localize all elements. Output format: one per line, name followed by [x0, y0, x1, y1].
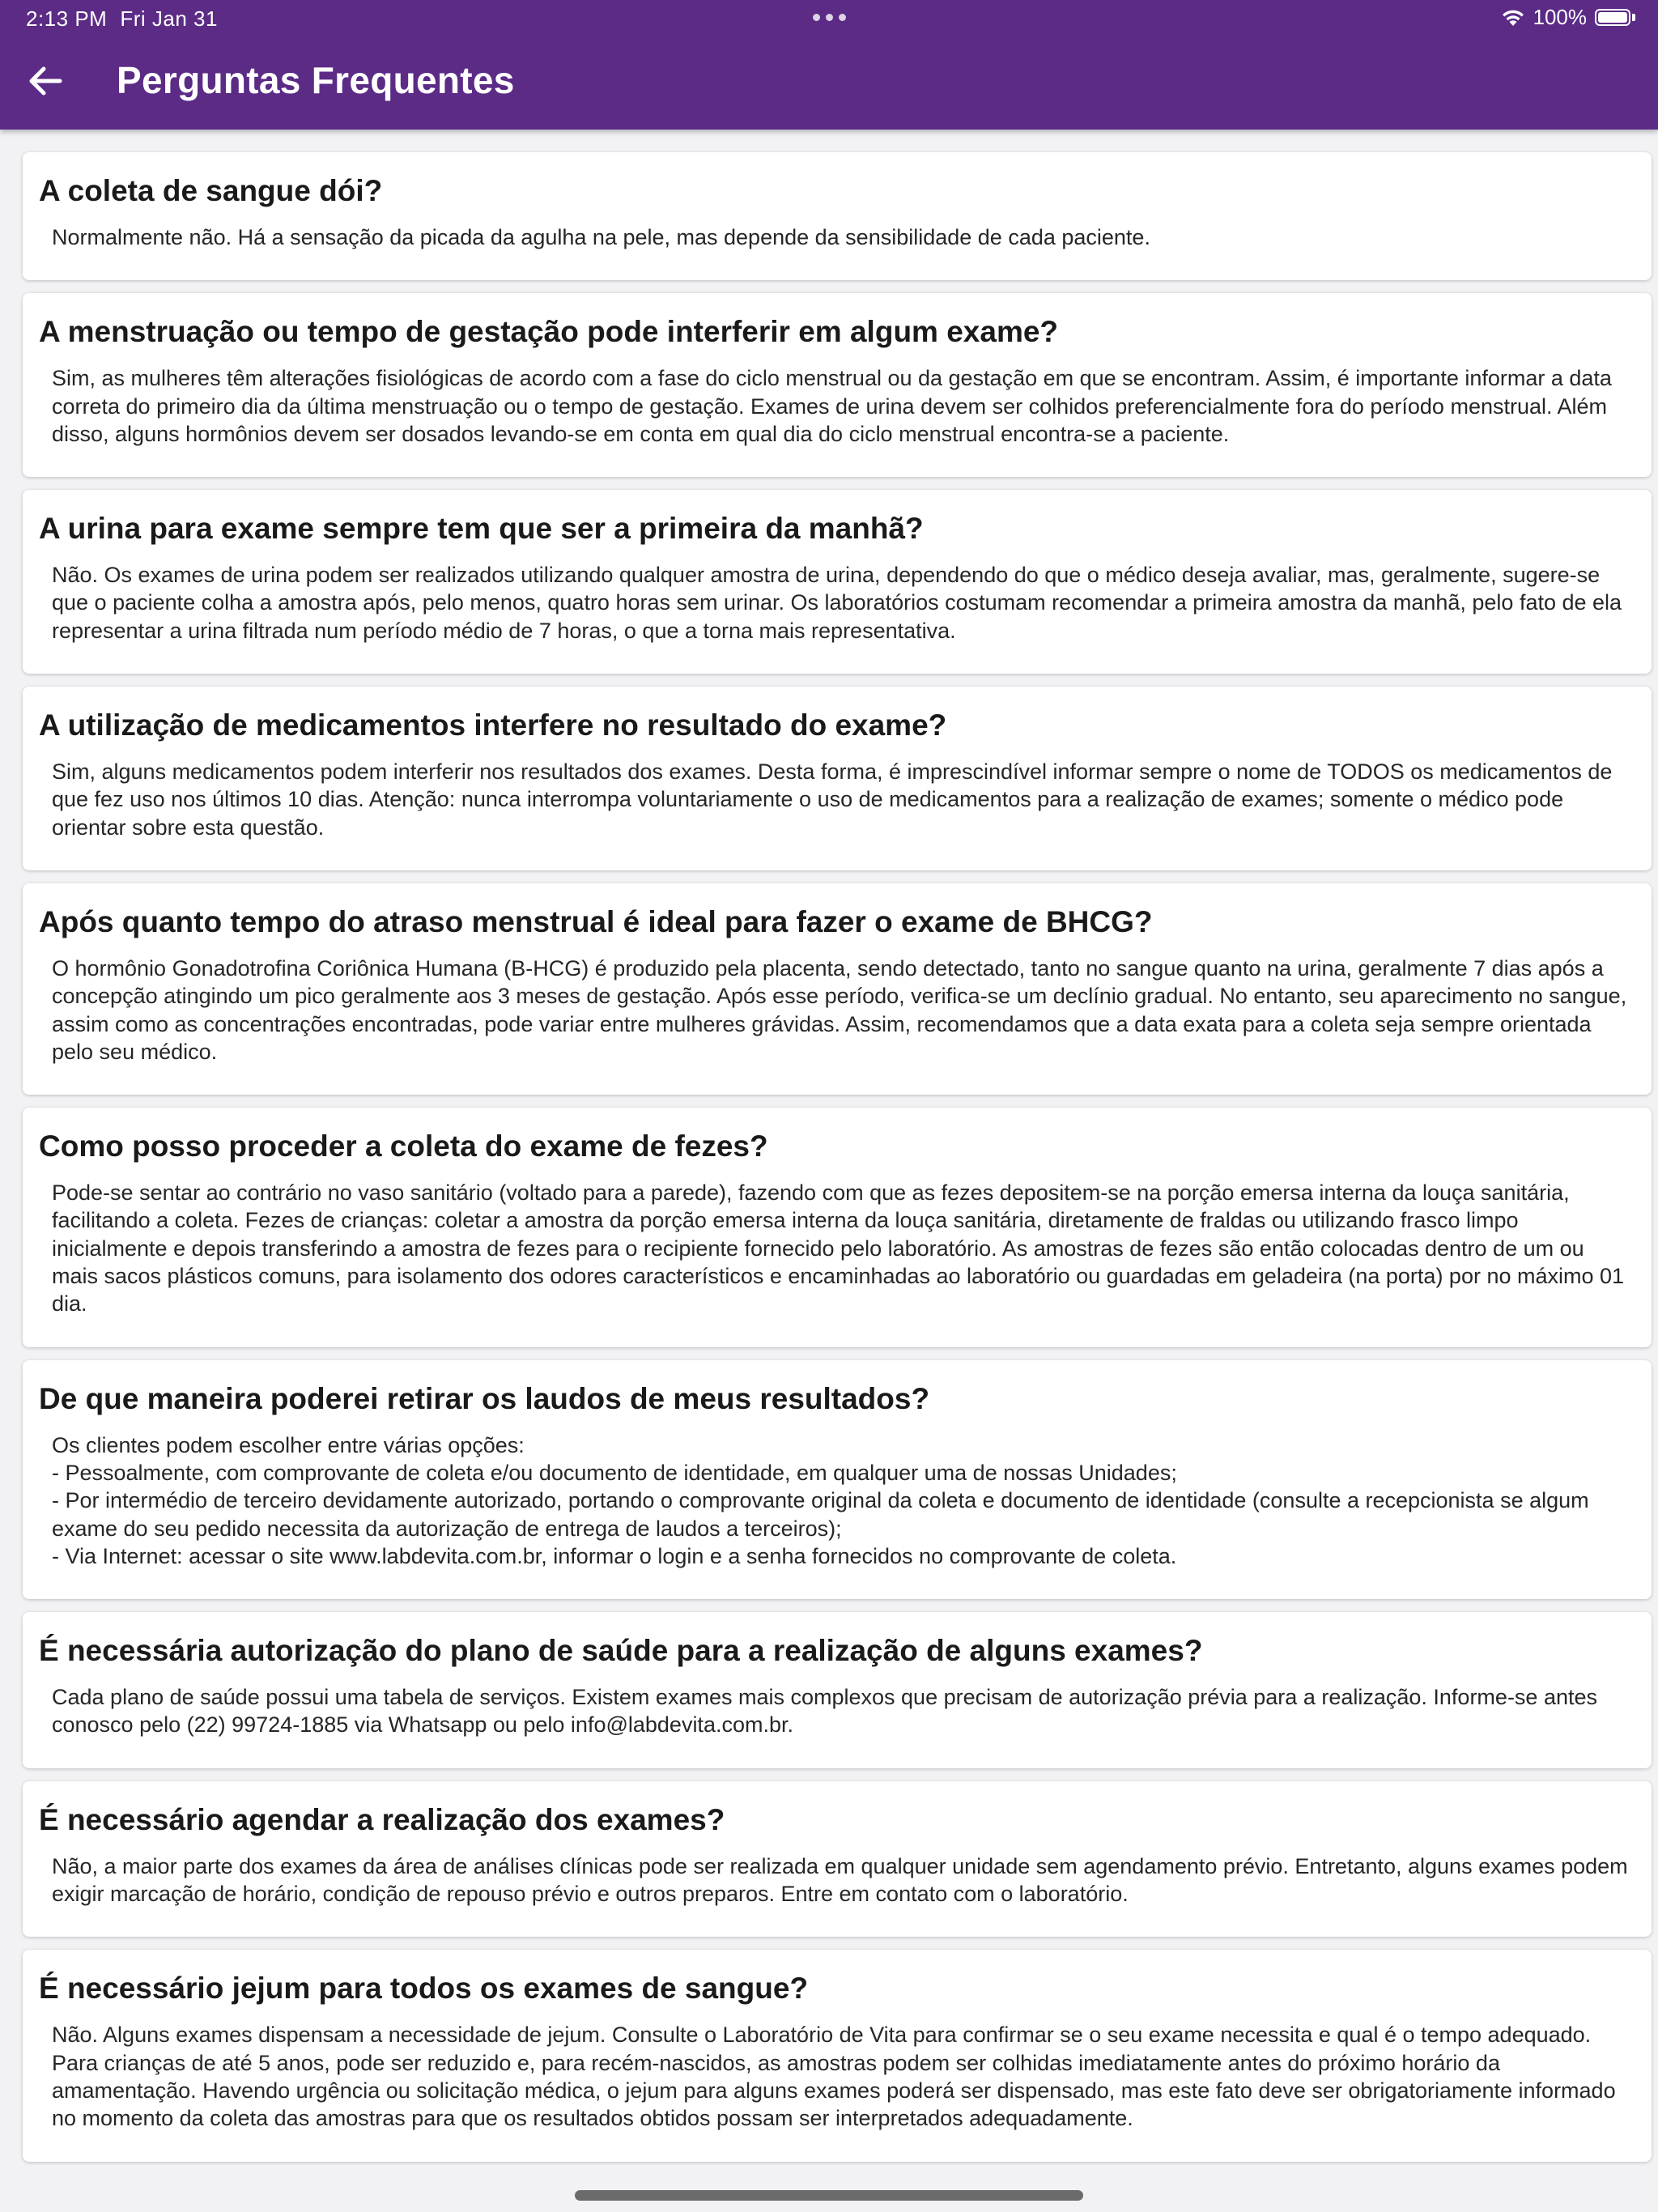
faq-card [23, 883, 1652, 1095]
faq-card [23, 152, 1652, 280]
back-button[interactable] [18, 53, 73, 108]
faq-card [23, 1108, 1652, 1346]
faq-answer: Não. Alguns exames dispensam a necessidade de jejum. Consulte o Laboratório de Vita para confirmar se o seu exame necessita e qual é o tempo adequado. Para crianças de até 5 anos, pode ser reduzido e, para recém-nascidos, as amostras podem ser colhidas imediatamente antes do próximo horário da amamentação. Havendo urgência ou solicitação médica, o jejum para alguns exames poderá ser dispensado, mas este fato deve ser obrigatoriamente informado no momento da coleta das amostras para que os resultados obtidos possam ser interpretados adequadamente. [52, 2023, 1616, 2131]
faq-question: A coleta de sangue dói? [39, 174, 383, 207]
faq-answer: Pode-se sentar ao contrário no vaso sanitário (voltado para a parede), fazendo com que as fezes depositem-se na porção emersa interna da louça sanitária, facilitando a coleta. Fezes de crianças: coletar a amostra da porção emersa interna da louça sanitária, diretamente de fraldas ou utilizando frasco limpo inicialmente e depois transferindo a amostra de fezes para o recipiente fornecido pelo laboratório. As amostras de fezes são então colocadas dentro de um ou mais sacos plásticos comuns, para isolamento dos odores característicos e encaminhadas ao laboratório ou guardadas em geladeira (na porta) por no máximo 01 dia. [52, 1180, 1625, 1317]
home-indicator[interactable] [575, 2190, 1083, 2201]
status-bar-clock [26, 6, 218, 32]
faq-question: A urina para exame sempre tem que ser a primeira da manhã? [39, 512, 924, 546]
faq-answer: O hormônio Gonadotrofina Coriônica Humana (B-HCG) é produzido pela placenta, sendo detectado, tanto no sangue quanto na urina, geralmente 7 dias após a concepção atingindo um pico geralmente aos 3 meses de gestação. Após esse período, verifica-se um declínio gradual. No entanto, seu aparecimento no sangue, assim como as concentrações encontradas, pode variar entre mulheres grávidas. Assim, recomendamos que a data exata para a coleta seja sempre orientada pelo seu médico. [52, 955, 1627, 1064]
faq-card [23, 1781, 1652, 1938]
faq-question: A utilização de medicamentos interfere no resultado do exame? [39, 708, 947, 742]
faq-card [23, 293, 1652, 477]
faq-answer: Não. Os exames de urina podem ser realizados utilizando qualquer amostra de urina, dependendo do que o médico deseja avaliar, mas, geralmente, sugere-se que o paciente colha a amostra após, pelo menos, quatro horas sem urinar. Os laboratórios costumam recomendar a primeira amostra da manhã, pelo fato de ela representar a urina filtrada num período médio de 7 horas, o que a torna mais representativa. [52, 563, 1622, 643]
battery-percentage: 100% [1533, 5, 1587, 29]
faq-question: Como posso proceder a coleta do exame de fezes? [39, 1129, 768, 1163]
battery-icon [1595, 9, 1635, 26]
faq-question: É necessária autorização do plano de saúde para a realização de alguns exames? [39, 1634, 1203, 1668]
faq-question: Após quanto tempo do atraso menstrual é ideal para fazer o exame de BHCG? [39, 904, 1153, 938]
faq-question: É necessário jejum para todos os exames de sangue? [39, 1972, 809, 2006]
faq-answer: Sim, as mulheres têm alterações fisiológicas de acordo com a fase do ciclo menstrual ou da gestação em que se encontram. Assim, é importante informar a data correta do primeiro dia da última menstruação ou o tempo de gestação. Exames de urina devem ser colhidos preferencialmente fora do período menstrual. Além disso, alguns hormônios devem ser dosados levando-se em conta em qual dia do ciclo menstrual encontra-se a paciente. [52, 366, 1612, 446]
faq-answer: Cada plano de saúde possui uma tabela de serviços. Existem exames mais complexos que precisam de autorização prévia para a realização. Informe-se antes conosco pelo (22) 99724-1885 via Whatsapp ou pelo info@labdevita.com.br. [52, 1685, 1597, 1738]
wifi-icon [1501, 9, 1525, 27]
faq-answer: Normalmente não. Há a sensação da picada da agulha na pele, mas depende da sensibilidade de cada paciente. [52, 225, 1150, 249]
status-time: 2:13 PM [26, 6, 108, 31]
status-indicators [1501, 5, 1636, 30]
faq-question: De que maneira poderei retirar os laudos de meus resultados? [39, 1381, 930, 1415]
faq-card [23, 1612, 1652, 1768]
faq-answer: Os clientes podem escolher entre várias opções: - Pessoalmente, com comprovante de coleta e/ou documento de identidade, em qualquer uma de nossas Unidades; - Por intermédio de terceiro devidamente autorizado, portando o comprovante original da coleta e documento de identidade (consulte a recepcionista se algum exame do seu pedido necessita da autorização de entrega de laudos a terceiros); - Via Internet: acessar o site www.labdevita.com.br, informar o login e a senha fornecidos no comprovante de coleta. [52, 1432, 1589, 1568]
faq-card [23, 687, 1652, 870]
page-title: Perguntas Frequentes [117, 59, 515, 101]
faq-card [23, 1360, 1652, 1599]
arrow-left-icon [28, 65, 63, 97]
faq-answer: Sim, alguns medicamentos podem interferir nos resultados dos exames. Desta forma, é imprescindível informar sempre o nome de TODOS os medicamentos de que fez uso nos últimos 10 dias. Atenção: nunca interrompa voluntariamente o uso de medicamentos para a realização de exames; somente o médico pode orientar sobre esta questão. [52, 759, 1613, 840]
app-bar [0, 0, 1658, 130]
faq-question: É necessário agendar a realização dos exames? [39, 1802, 725, 1836]
faq-list[interactable] [23, 152, 1652, 2175]
faq-card [23, 1950, 1652, 2161]
faq-card [23, 490, 1652, 674]
status-date: Fri Jan 31 [120, 6, 218, 31]
faq-answer: Não, a maior parte dos exames da área de análises clínicas pode ser realizada em qualquer unidade sem agendamento prévio. Entretanto, alguns exames podem exigir marcação de horário, condição de repouso prévio e outros preparos. Entre em contato com o laboratório. [52, 1853, 1628, 1907]
faq-question: A menstruação ou tempo de gestação pode interferir em algum exame? [39, 315, 1059, 349]
multitasking-dots-icon[interactable] [813, 14, 846, 21]
